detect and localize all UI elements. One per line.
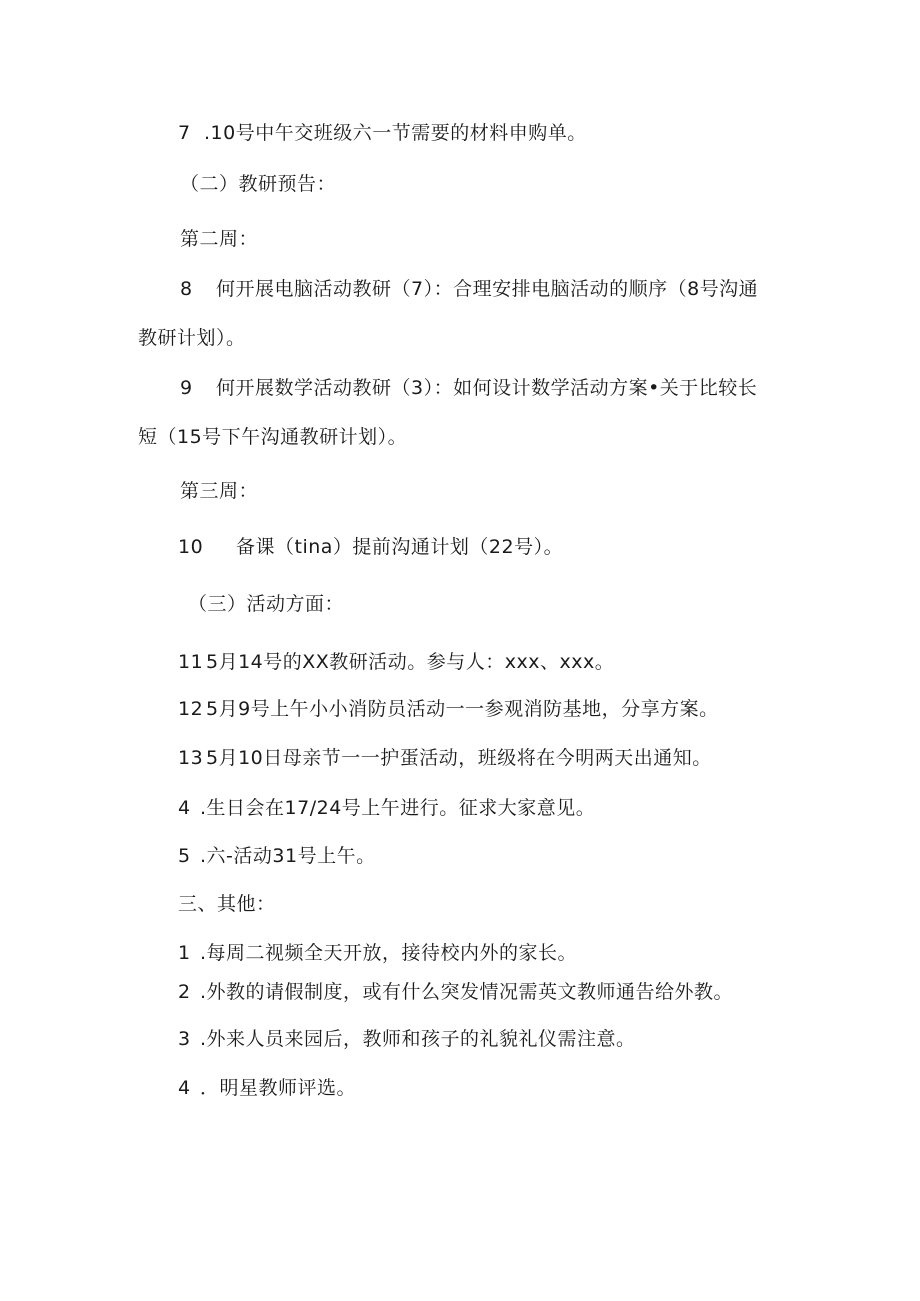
item-text: 教研计划）。 <box>138 327 246 349</box>
heading-text: （三）活动方面： <box>188 593 345 615</box>
item-text: 备课（tina）提前沟通计划（22号）。 <box>236 536 564 558</box>
item-text: .外教的请假制度，或有什么突发情况需英文教师通告给外教。 <box>200 981 734 1003</box>
item-number: 11 <box>178 651 204 673</box>
subheading <box>180 227 258 251</box>
list-item <box>178 980 733 1004</box>
item-text: 何开展电脑活动教研（7）：合理安排电脑活动的顺序（8号沟通 <box>216 278 759 300</box>
item-number: 5 <box>178 845 191 867</box>
item-number: 3 <box>178 1028 191 1050</box>
item-number: 1 <box>178 942 191 964</box>
heading-text: （二）教研预告： <box>180 173 337 195</box>
item-number: 4 <box>178 797 191 819</box>
item-text: .外来人员来园后，教师和孩子的礼貌礼仪需注意。 <box>200 1028 636 1050</box>
list-item <box>178 121 587 145</box>
list-item <box>180 376 757 400</box>
item-text: .10号中午交班级六一节需要的材料申购单。 <box>204 122 587 144</box>
item-number: 2 <box>178 981 191 1003</box>
list-item <box>178 941 577 965</box>
subheading-text: 第二周： <box>180 228 259 250</box>
subheading <box>180 479 258 503</box>
item-text: ．明星教师评选。 <box>200 1077 357 1099</box>
heading-text: 三、其他： <box>178 893 276 915</box>
list-item <box>180 277 758 301</box>
item-number: 13 <box>178 747 204 769</box>
item-number: 12 <box>178 698 204 720</box>
list-item <box>178 844 376 868</box>
item-number: 7 <box>178 122 191 144</box>
section-heading <box>178 892 276 916</box>
paragraph-continuation <box>138 326 246 350</box>
list-item <box>178 1076 356 1100</box>
item-text: .六-活动31号上午。 <box>200 845 376 867</box>
item-text: 短（15号下午沟通教研计划）。 <box>138 426 408 448</box>
item-text: .生日会在17/24号上午进行。征求大家意见。 <box>200 797 596 819</box>
list-item <box>178 535 563 559</box>
item-text: .每周二视频全天开放，接待校内外的家长。 <box>200 942 578 964</box>
list-item <box>178 796 595 820</box>
item-number: 10 <box>178 536 204 558</box>
subheading-text: 第三周： <box>180 480 259 502</box>
item-text: 5月9号上午小小消防员活动一一参观消防基地，分享方案。 <box>206 698 719 720</box>
section-heading <box>180 172 336 196</box>
section-heading <box>188 592 344 616</box>
item-text: 5月14号的XX教研活动。参与人：xxx、xxx。 <box>206 651 615 673</box>
list-item <box>178 1027 636 1051</box>
item-number: 4 <box>178 1077 191 1099</box>
list-item <box>178 746 712 770</box>
list-item <box>178 650 614 674</box>
item-number: 9 <box>180 377 193 399</box>
item-text: 5月10日母亲节一一护蛋活动，班级将在今明两天出通知。 <box>206 747 712 769</box>
item-text: 何开展数学活动教研（3）：如何设计数学活动方案•关于比较长 <box>216 377 758 399</box>
paragraph-continuation <box>138 425 407 449</box>
item-number: 8 <box>180 278 193 300</box>
list-item <box>178 697 719 721</box>
